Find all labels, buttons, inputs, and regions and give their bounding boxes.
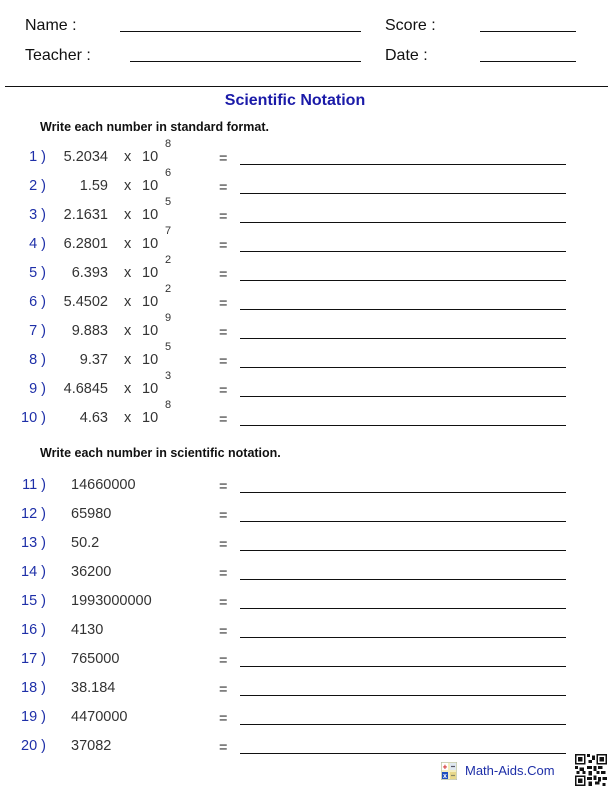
exponent: 3 — [165, 370, 172, 382]
equals-sign: = — [219, 180, 228, 196]
times-symbol: x — [124, 178, 132, 194]
name-field[interactable] — [120, 31, 361, 32]
problem-number: 8 ) — [29, 352, 46, 368]
base: 10 — [142, 265, 159, 281]
calculator-icon — [441, 762, 457, 780]
answer-line[interactable] — [240, 550, 566, 551]
coefficient: 9.883 — [71, 323, 108, 339]
problem-number: 11 ) — [22, 477, 46, 493]
exponent: 7 — [165, 225, 172, 237]
times-symbol: x — [124, 352, 132, 368]
exponent: 2 — [165, 254, 172, 266]
problem-row — [0, 593, 612, 617]
teacher-field[interactable] — [130, 61, 361, 62]
times-symbol: x — [124, 207, 132, 223]
answer-line[interactable] — [240, 425, 566, 426]
times-symbol: x — [124, 381, 132, 397]
coefficient: 4.63 — [79, 410, 108, 426]
times-symbol: x — [124, 294, 132, 310]
value: 36200 — [71, 564, 112, 580]
equals-sign: = — [219, 508, 228, 524]
base: 10 — [142, 381, 159, 397]
equals-sign: = — [219, 566, 228, 582]
problem-number: 1 ) — [29, 149, 46, 165]
equals-sign: = — [219, 711, 228, 727]
answer-line[interactable] — [240, 251, 566, 252]
coefficient: 5.2034 — [63, 149, 108, 165]
coefficient: 1.59 — [79, 178, 108, 194]
exponent: 6 — [165, 167, 172, 179]
date-field[interactable] — [480, 61, 576, 62]
times-symbol: x — [124, 323, 132, 339]
base: 10 — [142, 352, 159, 368]
exponent: 2 — [165, 283, 172, 295]
coefficient: 5.4502 — [63, 294, 108, 310]
header-divider — [5, 86, 608, 87]
equals-sign: = — [219, 595, 228, 611]
base: 10 — [142, 410, 159, 426]
problem-number: 5 ) — [29, 265, 46, 281]
problem-number: 9 ) — [29, 381, 46, 397]
equals-sign: = — [219, 151, 228, 167]
problem-row — [0, 167, 612, 202]
problem-number: 7 ) — [29, 323, 46, 339]
value: 765000 — [71, 651, 120, 667]
equals-sign: = — [219, 537, 228, 553]
score-label: Score : — [385, 17, 436, 34]
value: 38.184 — [71, 680, 116, 696]
value: 1993000000 — [71, 593, 152, 609]
problem-number: 6 ) — [29, 294, 46, 310]
value: 65980 — [71, 506, 112, 522]
coefficient: 2.1631 — [63, 207, 108, 223]
problem-row — [0, 254, 612, 289]
equals-sign: = — [219, 267, 228, 283]
base: 10 — [142, 207, 159, 223]
name-label: Name : — [25, 17, 77, 34]
answer-line[interactable] — [240, 193, 566, 194]
answer-line[interactable] — [240, 608, 566, 609]
score-field[interactable] — [480, 31, 576, 32]
times-symbol: x — [124, 236, 132, 252]
site-link[interactable]: Math-Aids.Com — [465, 763, 555, 778]
problem-row — [0, 477, 612, 501]
times-symbol: x — [124, 149, 132, 165]
answer-line[interactable] — [240, 280, 566, 281]
exponent: 8 — [165, 138, 172, 150]
equals-sign: = — [219, 412, 228, 428]
problem-number: 4 ) — [29, 236, 46, 252]
section1-instruction: Write each number in standard format. — [40, 120, 269, 134]
equals-sign: = — [219, 740, 228, 756]
answer-line[interactable] — [240, 521, 566, 522]
problem-row — [0, 138, 612, 173]
equals-sign: = — [219, 354, 228, 370]
equals-sign: = — [219, 479, 228, 495]
problem-number: 10 ) — [21, 410, 46, 426]
answer-line[interactable] — [240, 724, 566, 725]
answer-line[interactable] — [240, 222, 566, 223]
equals-sign: = — [219, 653, 228, 669]
base: 10 — [142, 294, 159, 310]
value: 4470000 — [71, 709, 128, 725]
coefficient: 6.393 — [71, 265, 108, 281]
problem-number: 16 ) — [21, 622, 46, 638]
problem-row — [0, 651, 612, 675]
problem-row — [0, 225, 612, 260]
problem-number: 18 ) — [21, 680, 46, 696]
base: 10 — [142, 236, 159, 252]
answer-line[interactable] — [240, 695, 566, 696]
coefficient: 9.37 — [79, 352, 108, 368]
answer-line[interactable] — [240, 396, 566, 397]
svg-text:x: x — [443, 773, 447, 780]
problem-number: 13 ) — [21, 535, 46, 551]
exponent: 9 — [165, 312, 172, 324]
answer-line[interactable] — [240, 367, 566, 368]
coefficient: 6.2801 — [63, 236, 108, 252]
equals-sign: = — [219, 624, 228, 640]
problem-row — [0, 312, 612, 347]
problem-number: 20 ) — [21, 738, 46, 754]
worksheet-title: Scientific Notation — [224, 92, 366, 109]
exponent: 5 — [165, 341, 172, 353]
times-symbol: x — [124, 410, 132, 426]
answer-line[interactable] — [240, 753, 566, 754]
svg-text:+: + — [442, 762, 448, 772]
equals-sign: = — [219, 209, 228, 225]
answer-line[interactable] — [240, 164, 566, 165]
value: 50.2 — [71, 535, 100, 551]
problem-number: 15 ) — [21, 593, 46, 609]
problem-row — [0, 341, 612, 376]
exponent: 8 — [165, 399, 172, 411]
value: 4130 — [71, 622, 104, 638]
problem-row — [0, 564, 612, 588]
coefficient: 4.6845 — [63, 381, 108, 397]
problem-row — [0, 738, 612, 762]
problem-number: 19 ) — [21, 709, 46, 725]
problem-row — [0, 370, 612, 405]
problem-number: 2 ) — [29, 178, 46, 194]
answer-line[interactable] — [240, 637, 566, 638]
problem-row — [0, 283, 612, 318]
problem-number: 3 ) — [29, 207, 46, 223]
problem-number: 17 ) — [21, 651, 46, 667]
date-label: Date : — [385, 47, 428, 64]
times-symbol: x — [124, 265, 132, 281]
equals-sign: = — [219, 325, 228, 341]
problem-row — [0, 506, 612, 530]
problem-row — [0, 399, 612, 434]
problem-row — [0, 709, 612, 733]
problem-row — [0, 196, 612, 231]
equals-sign: = — [219, 238, 228, 254]
base: 10 — [142, 149, 159, 165]
base: 10 — [142, 323, 159, 339]
answer-line[interactable] — [240, 579, 566, 580]
problem-row — [0, 535, 612, 559]
value: 14660000 — [71, 477, 136, 493]
answer-line[interactable] — [240, 338, 566, 339]
answer-line[interactable] — [240, 309, 566, 310]
equals-sign: = — [219, 682, 228, 698]
equals-sign: = — [219, 383, 228, 399]
section2-instruction: Write each number in scientific notation. — [40, 446, 281, 460]
problem-row — [0, 680, 612, 704]
problem-row — [0, 622, 612, 646]
answer-line[interactable] — [240, 492, 566, 493]
equals-sign: = — [219, 296, 228, 312]
problem-number: 14 ) — [21, 564, 46, 580]
exponent: 5 — [165, 196, 172, 208]
problem-number: 12 ) — [21, 506, 46, 522]
answer-line[interactable] — [240, 666, 566, 667]
teacher-label: Teacher : — [25, 47, 91, 64]
value: 37082 — [71, 738, 112, 754]
base: 10 — [142, 178, 159, 194]
qr-code-icon — [575, 754, 607, 786]
